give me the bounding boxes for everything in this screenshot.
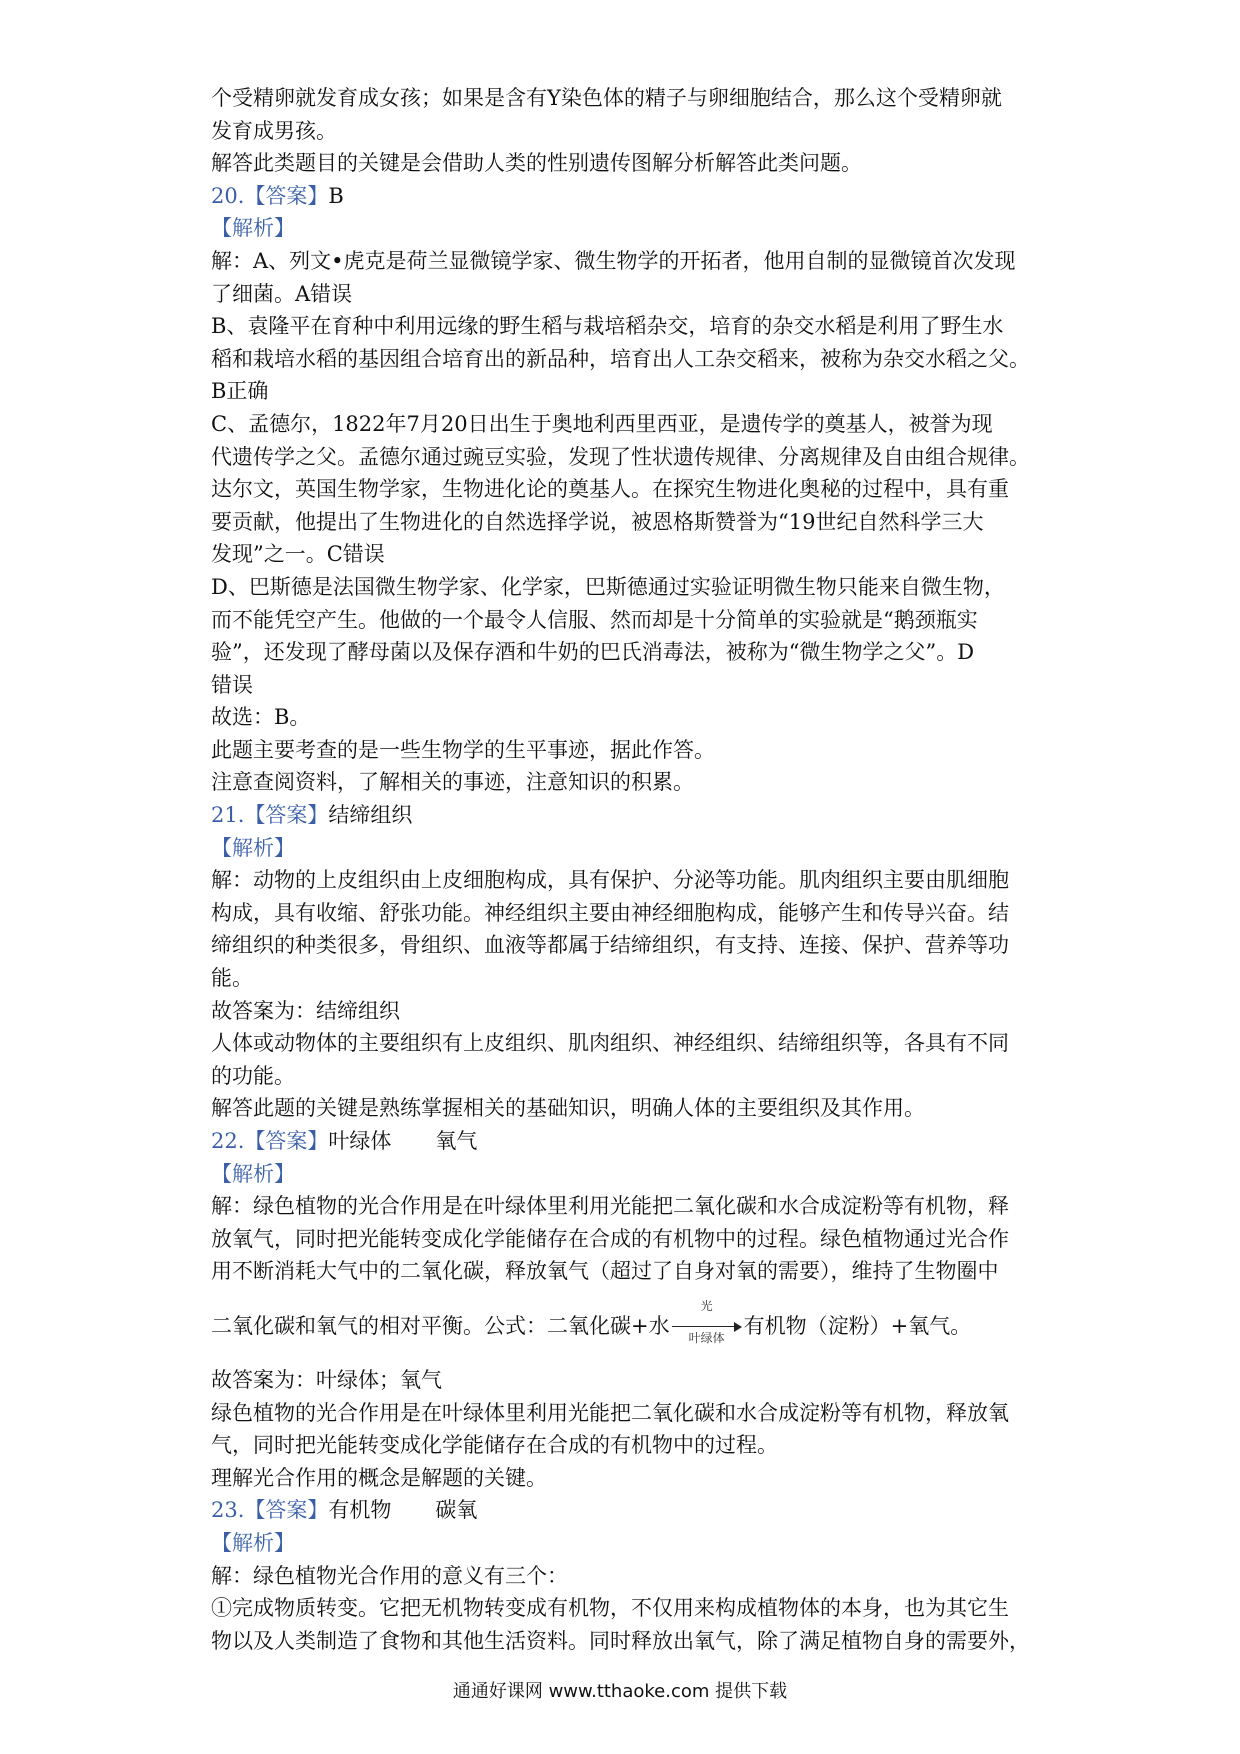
text-line: 解答此题的关键是熟练掌握相关的基础知识，明确人体的主要组织及其作用。 [211, 1096, 925, 1121]
q23-answer-line [211, 1494, 1041, 1527]
text-line: 的功能。 [211, 1063, 295, 1088]
text-line: 了细菌。A错误 [211, 281, 353, 306]
text-line: 注意查阅资料，了解相关的事迹，注意知识的积累。 [211, 770, 694, 795]
text-line: 达尔文，英国生物学家，生物进化论的奠基人。在探究生物进化奥秘的过程中，具有重 [211, 477, 1009, 502]
answer-tag: 【答案】 [244, 1498, 329, 1523]
text-line: 能。 [211, 966, 253, 991]
text-line: 解答此类题目的关键是会借助人类的性别遗传图解分析解答此类问题。 [211, 151, 862, 176]
text-line: 错误 [211, 672, 253, 697]
answer-tag: 【答案】 [244, 183, 329, 208]
text-line: 人体或动物体的主要组织有上皮组织、肌肉组织、神经组织、结缔组织等，各具有不同 [211, 1031, 1009, 1056]
answer-value: 叶绿体 [328, 1129, 392, 1153]
text-line: 理解光合作用的概念是解题的关键。 [211, 1465, 547, 1490]
text-line: 代遗传学之父。孟德尔通过豌豆实验，发现了性状遗传规律、分离规律及自由组合规律。 [211, 444, 1030, 469]
text-line: 构成，具有收缩、舒张功能。神经组织主要由神经细胞构成，能够产生和传导兴奋。结 [211, 900, 1009, 925]
q22-answer-line [211, 1125, 1041, 1158]
reaction-arrow-icon [672, 1299, 742, 1346]
text-line: 故选：B。 [211, 705, 311, 730]
text-line: 要贡献，他提出了生物进化的自然选择学说，被恩格斯赞誉为“19世纪自然科学三大 [211, 509, 984, 534]
text-line: 用不断消耗大气中的二氧化碳，释放氧气（超过了自身对氧的需要），维持了生物圈中 [211, 1259, 999, 1284]
text-line: 解：A、列文•虎克是荷兰显微镜学家、微生物学的开拓者，他用自制的显微镜首次发现 [211, 248, 1016, 273]
text-line: B、袁隆平在育种中利用远缘的野生稻与栽培稻杂交，培育的杂交水稻是利用了野生水 [211, 314, 1004, 339]
text-line: 解：绿色植物光合作用的意义有三个： [211, 1563, 568, 1588]
analysis-tag: 【解析】 [211, 1161, 295, 1186]
text-line: 绿色植物的光合作用是在叶绿体里利用光能把二氧化碳和水合成淀粉等有机物，释放氧 [211, 1400, 1009, 1425]
text-line: 缔组织的种类很多，骨组织、血液等都属于结缔组织，有支持、连接、保护、营养等功 [211, 933, 1009, 958]
text-line: 故答案为：结缔组织 [211, 998, 400, 1023]
text-line: 物以及人类制造了食物和其他生活资料。同时释放出氧气，除了满足植物自身的需要外， [211, 1628, 1030, 1653]
text-line: 故答案为：叶绿体；氧气 [211, 1367, 442, 1392]
answer-value: 有机物 [328, 1498, 392, 1523]
q21-answer-line [211, 799, 1041, 832]
arrow-condition-light: 光 [700, 1299, 713, 1314]
text-line: 发育成男孩。 [211, 118, 337, 143]
text-line: C、孟德尔，1822年7月20日出生于奥地利西里西亚，是遗传学的奠基人，被誉为现 [211, 411, 993, 436]
text-line: 解：动物的上皮组织由上皮细胞构成，具有保护、分泌等功能。肌肉组织主要由肌细胞 [211, 868, 1009, 893]
text-line: ①完成物质转变。它把无机物转变成有机物，不仅用来构成植物体的本身，也为其它生 [211, 1596, 1009, 1621]
document-body [211, 82, 1041, 1657]
text-line: 验”，还发现了酵母菌以及保存酒和牛奶的巴氏消毒法，被称为“微生物学之父”。D [211, 640, 975, 665]
question-number: 22. [211, 1129, 245, 1153]
answer-value: 结缔组织 [328, 803, 413, 828]
text-line: D、巴斯德是法国微生物学家、化学家，巴斯德通过实验证明微生物只能来自微生物， [211, 574, 1005, 599]
analysis-tag: 【解析】 [211, 216, 295, 241]
q20-answer-line [211, 180, 1041, 213]
formula-line [211, 1292, 1041, 1360]
text-line: 此题主要考查的是一些生物学的生平事迹，据此作答。 [211, 737, 715, 762]
formula-prefix: 二氧化碳和氧气的相对平衡。公式：二氧化碳+水 [211, 1313, 670, 1338]
text-line: 发现”之一。C错误 [211, 542, 385, 567]
text-line: 个受精卵就发育成女孩；如果是含有Y染色体的精子与卵细胞结合，那么这个受精卵就 [211, 86, 1002, 110]
answer-value: B [328, 183, 344, 208]
text-line: 放氧气，同时把光能转变成化学能储存在合成的有机物中的过程。绿色植物通过光合作 [211, 1226, 1009, 1251]
analysis-tag: 【解析】 [211, 1530, 295, 1555]
question-number: 21. [211, 803, 245, 828]
answer-tag: 【答案】 [244, 1129, 329, 1153]
text-line: 解：绿色植物的光合作用是在叶绿体里利用光能把二氧化碳和水合成淀粉等有机物，释 [211, 1194, 1009, 1219]
text-line: 气，同时把光能转变成化学能储存在合成的有机物中的过程。 [211, 1433, 778, 1458]
text-line: 而不能凭空产生。他做的一个最令人信服、然而却是十分简单的实验就是“鹅颈瓶实 [211, 607, 978, 632]
arrow-condition-chloroplast: 叶绿体 [688, 1331, 725, 1346]
analysis-tag: 【解析】 [211, 835, 295, 860]
answer-tag: 【答案】 [244, 803, 329, 828]
text-line: B正确 [211, 379, 269, 404]
text-line: 稻和栽培水稻的基因组合培育出的新品种，培育出人工杂交稻来，被称为杂交水稻之父。 [211, 346, 1030, 371]
answer-value: 碳氧 [435, 1498, 478, 1523]
answer-value: 氧气 [435, 1129, 478, 1153]
formula-suffix: 有机物（淀粉）+氧气。 [743, 1313, 972, 1338]
question-number: 23. [211, 1498, 245, 1523]
page-footer: 通通好课网 www.tthaoke.com 提供下载 [452, 1681, 788, 1702]
question-number: 20. [211, 183, 245, 208]
